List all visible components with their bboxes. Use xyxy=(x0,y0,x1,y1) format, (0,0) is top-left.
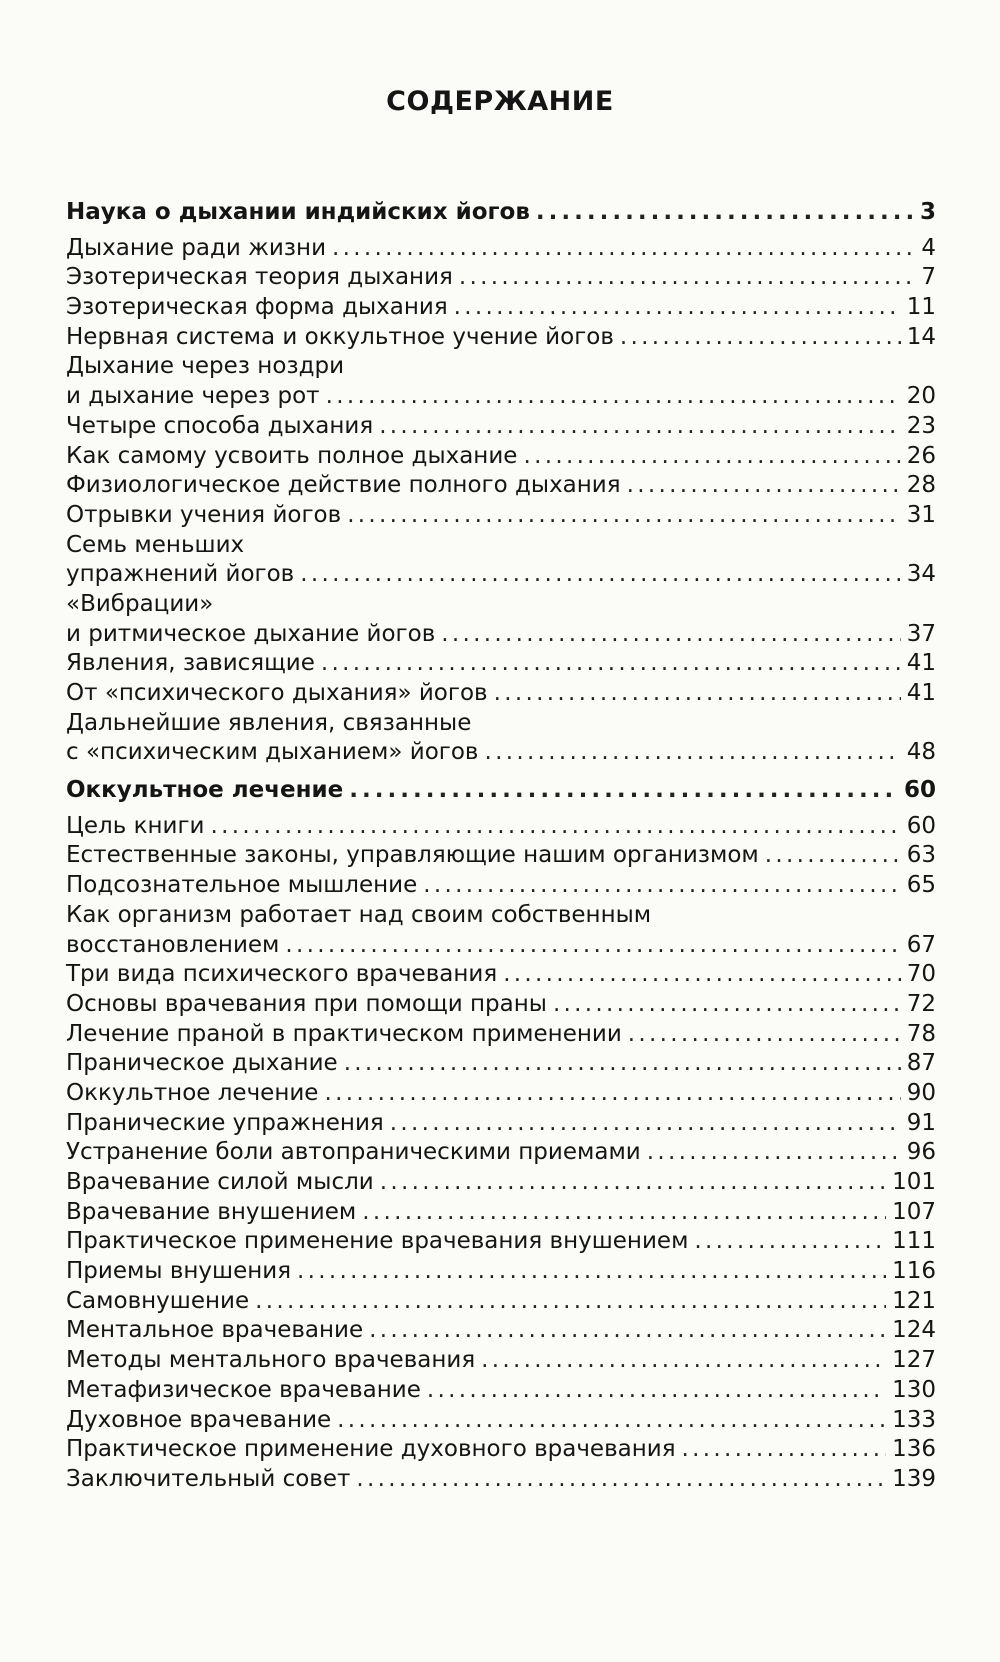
toc-row xyxy=(66,990,936,1020)
toc-entry-title: Методы ментального врачевания xyxy=(66,1347,476,1374)
toc-entry-title: Врачевание силой мысли xyxy=(66,1169,374,1195)
toc-row xyxy=(66,293,936,323)
toc-page-number: 136 xyxy=(892,1436,936,1463)
toc-entry-title: с «психическим дыханием» йогов xyxy=(66,739,479,766)
toc-page-number: 87 xyxy=(906,1050,936,1077)
toc-page-number: 28 xyxy=(906,472,936,499)
toc-entry-title: Нервная система и оккультное учение йогов xyxy=(66,323,614,350)
toc-page-number: 37 xyxy=(906,620,936,647)
toc-entry-title: и дыхание через рот xyxy=(66,383,320,410)
toc-row xyxy=(66,263,936,293)
dot-leader xyxy=(356,1465,886,1495)
toc-section-heading xyxy=(66,198,936,228)
dot-leader xyxy=(647,1138,901,1168)
toc-row xyxy=(66,442,936,472)
toc-entry-title: Метафизическое врачевание xyxy=(66,1376,421,1403)
dot-leader xyxy=(380,1168,886,1198)
toc-row xyxy=(66,560,936,590)
toc-entry xyxy=(66,1316,936,1346)
toc-entry-title: От «психического дыхания» йогов xyxy=(66,680,488,706)
toc-entry xyxy=(66,412,936,442)
toc-entry-title: Устранение боли автопраническими приемами xyxy=(66,1139,641,1166)
toc-row xyxy=(66,960,936,990)
dot-leader xyxy=(300,560,900,590)
toc-entry-title: Эзотерическая теория дыхания xyxy=(66,264,453,291)
toc-page-number: 31 xyxy=(906,501,936,528)
dot-leader xyxy=(620,323,901,353)
dot-leader xyxy=(484,738,900,768)
toc-row xyxy=(66,412,936,442)
toc-entry-title: Как самому усвоить полное дыхание xyxy=(66,442,518,469)
toc-entry-title: восстановлением xyxy=(66,931,280,958)
toc-page-number: 124 xyxy=(892,1317,936,1344)
toc-row xyxy=(66,1109,936,1139)
toc-entry xyxy=(66,531,936,590)
toc-row xyxy=(66,1465,936,1495)
toc-section xyxy=(66,776,936,1495)
dot-leader xyxy=(337,1406,886,1436)
toc-page-number: 116 xyxy=(892,1258,936,1285)
dot-leader xyxy=(379,412,901,442)
toc-entry xyxy=(66,501,936,531)
toc-page-number: 107 xyxy=(892,1198,936,1225)
toc-row xyxy=(66,501,936,531)
toc-entry xyxy=(66,590,936,649)
dot-leader xyxy=(321,649,901,679)
toc-row xyxy=(66,1346,936,1376)
dot-leader xyxy=(481,1346,886,1376)
toc-entry xyxy=(66,1079,936,1109)
toc-row xyxy=(66,471,936,501)
toc-row xyxy=(66,1138,936,1168)
dot-leader xyxy=(344,1049,901,1079)
toc-entry-title: упражнений йогов xyxy=(66,561,295,588)
toc-page-number: 90 xyxy=(906,1079,936,1106)
toc-entry xyxy=(66,352,936,411)
dot-leader xyxy=(523,442,900,472)
dot-leader xyxy=(349,776,898,806)
toc-page-number: 41 xyxy=(906,680,936,706)
toc-entry xyxy=(66,1198,936,1228)
toc-row xyxy=(66,1049,936,1079)
toc-entry xyxy=(66,709,936,768)
dot-leader xyxy=(765,841,901,871)
toc-entry-title: Наука о дыхании индийских йогов xyxy=(66,199,530,225)
dot-leader xyxy=(423,871,900,901)
toc-row xyxy=(66,1168,936,1198)
toc-entry-title: Дыхание ради жизни xyxy=(66,234,327,261)
toc-entry-title: и ритмическое дыхание йогов xyxy=(66,620,436,647)
dot-leader xyxy=(494,679,901,709)
dot-leader xyxy=(332,234,915,264)
toc-entry-title: Цель книги xyxy=(66,812,205,839)
toc-entry-title: Врачевание внушением xyxy=(66,1198,357,1225)
toc-entry-title-line: «Вибрации» xyxy=(66,590,214,617)
toc-entry xyxy=(66,323,936,353)
toc-entry-title-line: Как организм работает над своим собственным xyxy=(66,901,652,928)
toc-entry xyxy=(66,1376,936,1406)
dot-leader xyxy=(210,812,900,842)
toc-entry xyxy=(66,293,936,323)
toc-page-number: 26 xyxy=(906,442,936,469)
toc-entry-title: Явления, зависящие xyxy=(66,650,315,677)
toc-entry xyxy=(66,960,936,990)
toc-page-number: 34 xyxy=(906,561,936,588)
toc-page-number: 48 xyxy=(906,739,936,766)
toc-page-number: 63 xyxy=(906,842,936,869)
toc-row xyxy=(66,198,936,228)
toc-section-heading xyxy=(66,776,936,806)
toc-entry-title: Оккультное лечение xyxy=(66,777,344,804)
toc-section xyxy=(66,198,936,768)
toc-page-number: 91 xyxy=(906,1109,936,1136)
dot-leader xyxy=(324,1079,900,1109)
toc-row xyxy=(66,738,936,768)
toc-row xyxy=(66,931,936,961)
dot-leader xyxy=(369,1316,886,1346)
toc-entry xyxy=(66,1257,936,1287)
toc-entry-title: Пранические упражнения xyxy=(66,1109,384,1136)
toc-page-number: 133 xyxy=(892,1406,936,1433)
dot-leader xyxy=(459,263,915,293)
dot-leader xyxy=(441,620,900,650)
toc-entry-title: Самовнушение xyxy=(66,1287,250,1314)
toc-entry-title: Три вида психического врачевания xyxy=(66,961,498,988)
toc-entry-title: Практическое применение духовного врачевания xyxy=(66,1436,676,1463)
dot-leader xyxy=(297,1257,886,1287)
toc-page-number: 130 xyxy=(892,1376,936,1403)
toc-entry-title: Эзотерическая форма дыхания xyxy=(66,294,448,321)
toc-row xyxy=(66,1079,936,1109)
dot-leader xyxy=(628,1020,901,1050)
toc-row xyxy=(66,812,936,842)
toc-entry-title: Основы врачевания при помощи праны xyxy=(66,990,547,1017)
toc-entry xyxy=(66,234,936,264)
dot-leader xyxy=(682,1435,887,1465)
toc-entry xyxy=(66,1109,936,1139)
toc-row xyxy=(66,1287,936,1317)
toc-row xyxy=(66,323,936,353)
toc-row xyxy=(66,1376,936,1406)
toc-entry-title: Оккультное лечение xyxy=(66,1079,319,1106)
toc-page-number: 127 xyxy=(892,1347,936,1374)
toc-row xyxy=(66,234,936,264)
dot-leader xyxy=(553,990,901,1020)
toc-row xyxy=(66,1257,936,1287)
toc-page-number: 23 xyxy=(906,412,936,439)
toc-entry-title: Праническое дыхание xyxy=(66,1050,338,1077)
table-of-contents xyxy=(66,198,936,1495)
dot-leader xyxy=(255,1287,886,1317)
toc-page-number: 70 xyxy=(906,961,936,988)
toc-entry xyxy=(66,990,936,1020)
toc-page-number: 67 xyxy=(906,931,936,958)
toc-entry xyxy=(66,1049,936,1079)
toc-entry xyxy=(66,679,936,709)
toc-entry-title-line: Дальнейшие явления, связанные xyxy=(66,709,472,736)
toc-entry xyxy=(66,1020,936,1050)
toc-page-number: 78 xyxy=(906,1020,936,1047)
dot-leader xyxy=(627,471,901,501)
toc-entry-title-line: Дыхание через ноздри xyxy=(66,353,345,380)
toc-entry-title: Отрывки учения йогов xyxy=(66,501,342,528)
dot-leader xyxy=(536,198,914,228)
toc-entry xyxy=(66,649,936,679)
toc-row xyxy=(66,1198,936,1228)
toc-page-number: 96 xyxy=(906,1139,936,1166)
toc-entry-title: Физиологическое действие полного дыхания xyxy=(66,472,621,499)
dot-leader xyxy=(390,1109,901,1139)
dot-leader xyxy=(285,931,900,961)
toc-page-number: 111 xyxy=(892,1228,936,1255)
toc-entry-title-line: Семь меньших xyxy=(66,531,245,558)
page-title: СОДЕРЖАНИЕ xyxy=(386,86,614,117)
toc-row xyxy=(66,1435,936,1465)
toc-entry-title: Естественные законы, управляющие нашим организмом xyxy=(66,842,759,869)
toc-row xyxy=(66,649,936,679)
toc-page-number: 139 xyxy=(892,1465,936,1492)
toc-entry-title: Ментальное врачевание xyxy=(66,1317,364,1344)
toc-page-number: 101 xyxy=(892,1169,936,1195)
toc-row xyxy=(66,1227,936,1257)
toc-page-number: 3 xyxy=(919,199,936,225)
toc-entry xyxy=(66,901,936,960)
toc-entry-title: Подсознательное мышление xyxy=(66,872,418,899)
toc-entry xyxy=(66,471,936,501)
toc-entry xyxy=(66,1138,936,1168)
toc-page-number: 41 xyxy=(906,650,936,677)
toc-page-number: 4 xyxy=(921,234,936,261)
toc-page-number: 72 xyxy=(906,990,936,1017)
toc-entry xyxy=(66,1168,936,1198)
dot-leader xyxy=(326,382,901,412)
toc-entry xyxy=(66,1465,936,1495)
toc-entry-title: Духовное врачевание xyxy=(66,1406,332,1433)
toc-page-number: 65 xyxy=(906,872,936,899)
toc-entry xyxy=(66,841,936,871)
toc-entry-title: Четыре способа дыхания xyxy=(66,412,374,439)
toc-page-number: 11 xyxy=(906,294,936,321)
toc-entry xyxy=(66,263,936,293)
toc-row xyxy=(66,1316,936,1346)
dot-leader xyxy=(362,1198,886,1228)
dot-leader xyxy=(454,293,901,323)
toc-row xyxy=(66,1020,936,1050)
toc-entry xyxy=(66,812,936,842)
toc-row xyxy=(66,871,936,901)
toc-row xyxy=(66,1406,936,1436)
dot-leader xyxy=(347,501,901,531)
toc-page-number: 7 xyxy=(921,264,936,291)
toc-page-number: 60 xyxy=(903,777,936,804)
toc-entry-title: Заключительный совет xyxy=(66,1465,351,1492)
toc-entry-title: Приемы внушения xyxy=(66,1258,292,1285)
toc-entry xyxy=(66,1406,936,1436)
dot-leader xyxy=(427,1376,886,1406)
toc-entry xyxy=(66,1227,936,1257)
toc-entry xyxy=(66,871,936,901)
dot-leader xyxy=(694,1227,886,1257)
toc-page-number: 20 xyxy=(906,383,936,410)
toc-row xyxy=(66,679,936,709)
toc-row xyxy=(66,841,936,871)
toc-entry xyxy=(66,1346,936,1376)
toc-row xyxy=(66,776,936,806)
toc-page-number: 14 xyxy=(906,323,936,350)
toc-entry-title: Практическое применение врачевания внушением xyxy=(66,1228,689,1255)
toc-row xyxy=(66,382,936,412)
toc-row xyxy=(66,620,936,650)
toc-entry xyxy=(66,442,936,472)
dot-leader xyxy=(503,960,901,990)
toc-entry xyxy=(66,1435,936,1465)
toc-page-number: 121 xyxy=(892,1287,936,1314)
toc-page-number: 60 xyxy=(906,812,936,839)
toc-entry-title: Лечение праной в практическом применении xyxy=(66,1020,622,1047)
toc-entry xyxy=(66,1287,936,1317)
